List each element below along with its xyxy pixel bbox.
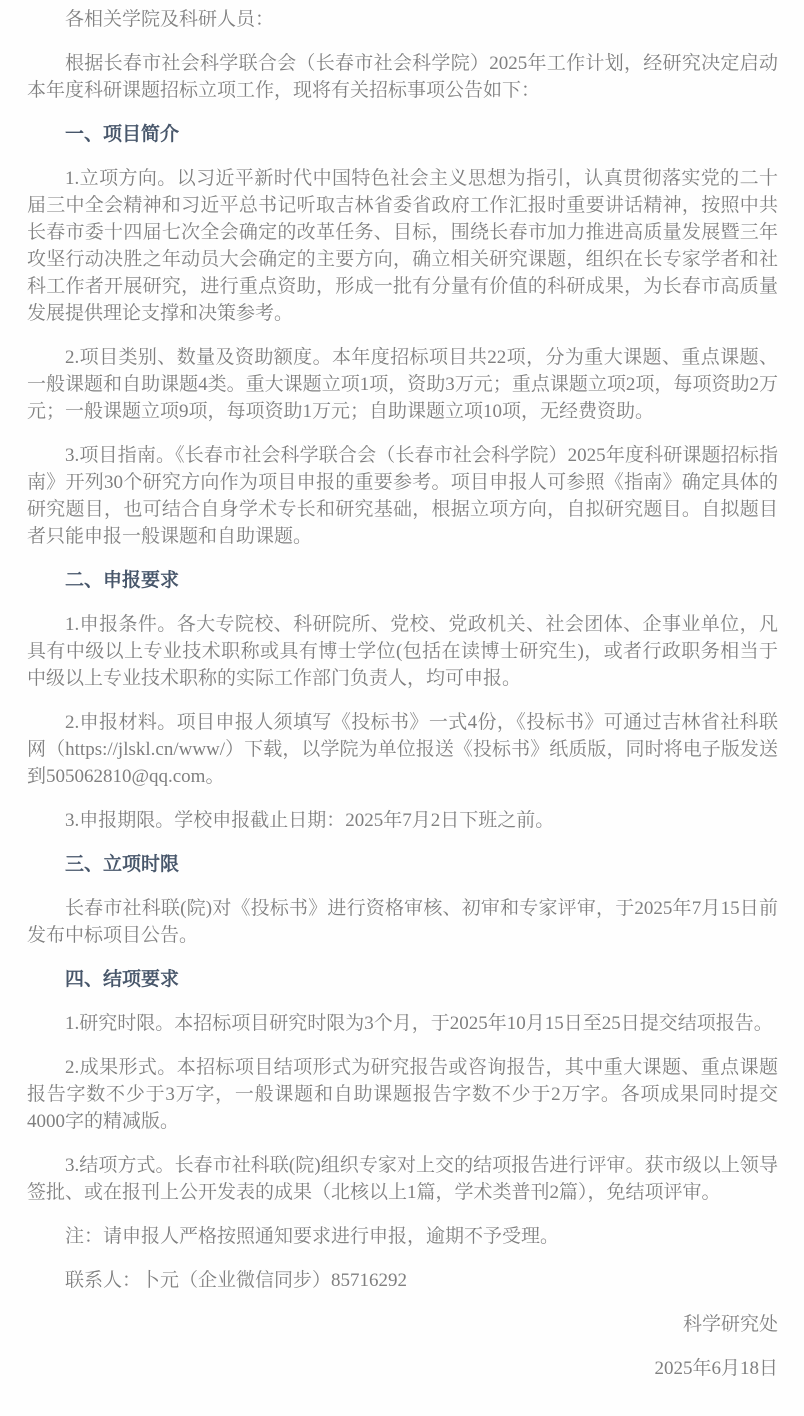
section-2-paragraph-3: 3.申报期限。学校申报截止日期：2025年7月2日下班之前。 — [65, 810, 555, 831]
section-1-paragraph-1: 1.立项方向。以习近平新时代中国特色社会主义思想为指引，认真贯彻落实党的二十届三中全会精神和习近平总书记听取吉林省委省政府工作汇报时重要讲话精神，按照中共长春市委十四届七次全会确定的改革任务、目标，围绕长春市加力推进高质量发展暨三年攻坚行动决胜之年动员大会确定的主要方向，确立相关研究课题，组织在长专家学者和社科工作者开展研究，进行重点资助，形成一批有分量有价值的科研成果，为长春市高质量发展提供理论支撑和决策参考。 — [27, 168, 778, 324]
section-1-paragraph-3: 3.项目指南。《长春市社会科学联合会（长春市社会科学院）2025年度科研课题招标指南》开列30个研究方向作为项目申报的重要参考。项目申报人可参照《指南》确定具体的研究题目，也可结合自身学术专长和研究基础，根据立项方向，自拟研究题目。自拟题目者只能申报一般课题和自助课题。 — [27, 445, 778, 547]
section-heading-3: 三、立项时限 — [65, 854, 180, 875]
section-heading-1: 一、项目简介 — [65, 124, 180, 145]
section-2-paragraph-2: 2.申报材料。项目申报人须填写《投标书》一式4份，《投标书》可通过吉林省社科联网（https://jlskl.cn/www/）下载，以学院为单位报送《投标书》纸质版，同时将电子版发送到505062810@qq.com。 — [27, 712, 778, 787]
signature: 科学研究处 — [682, 1314, 778, 1335]
note-paragraph: 注：请申报人严格按照通知要求进行申报，逾期不予受理。 — [65, 1226, 560, 1247]
section-3-paragraph-1: 长春市社科联(院)对《投标书》进行资格审核、初审和专家评审，于2025年7月15日前发布中标项目公告。 — [27, 898, 778, 946]
date: 2025年6月18日 — [654, 1358, 778, 1379]
contact-paragraph: 联系人：卜元（企业微信同步）85716292 — [65, 1270, 408, 1291]
section-4-paragraph-1: 1.研究时限。本招标项目研究时限为3个月，于2025年10月15日至25日提交结项报告。 — [65, 1013, 773, 1034]
section-4-paragraph-3: 3.结项方式。长春市社科联(院)组织专家对上交的结项报告进行评审。获市级以上领导签批、或在报刊上公开发表的成果（北核以上1篇，学术类普刊2篇），免结项评审。 — [27, 1155, 778, 1203]
section-2-paragraph-1: 1.申报条件。各大专院校、科研院所、党校、党政机关、社会团体、企事业单位，凡具有中级以上专业技术职称或具有博士学位(包括在读博士研究生)，或者行政职务相当于中级以上专业技术职称的实际工作部门负责人，均可申报。 — [27, 614, 778, 689]
sections-container — [27, 121, 778, 1206]
salutation: 各相关学院及科研人员： — [65, 9, 275, 30]
section-heading-2: 二、申报要求 — [65, 570, 180, 591]
section-heading-4: 四、结项要求 — [65, 969, 180, 990]
section-1-paragraph-2: 2.项目类别、数量及资助额度。本年度招标项目共22项，分为重大课题、重点课题、一般课题和自助课题4类。重大课题立项1项，资助3万元；重点课题立项2项，每项资助2万元；一般课题立项9项，每项资助1万元；自助课题立项10项，无经费资助。 — [27, 347, 778, 422]
section-4-paragraph-2: 2.成果形式。本招标项目结项形式为研究报告或咨询报告，其中重大课题、重点课题报告字数不少于3万字，一般课题和自助课题报告字数不少于2万字。各项成果同时提交4000字的精减版。 — [27, 1057, 778, 1132]
intro-paragraph: 根据长春市社会科学联合会（长春市社会科学院）2025年工作计划，经研究决定启动本年度科研课题招标立项工作，现将有关招标事项公告如下： — [27, 53, 778, 101]
